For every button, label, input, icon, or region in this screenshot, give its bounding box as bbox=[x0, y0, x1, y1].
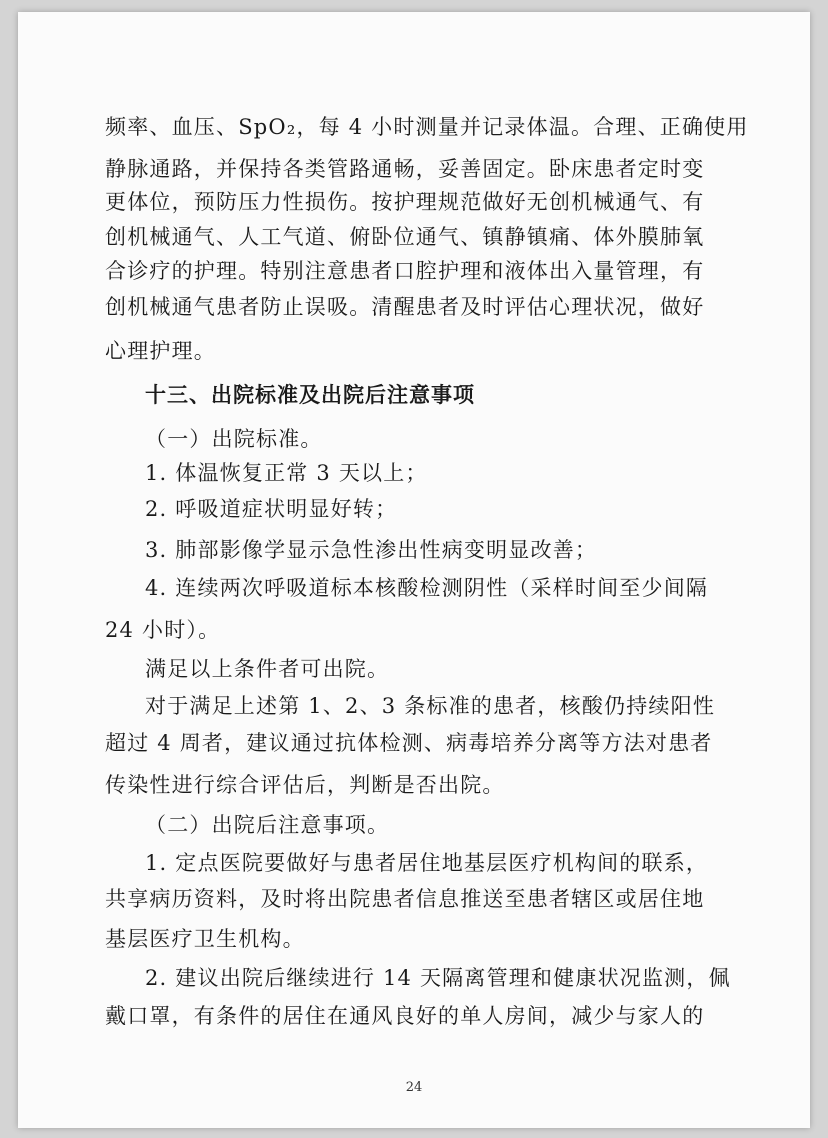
paragraph-line: 共享病历资料，及时将出院患者信息推送至患者辖区或居住地 bbox=[105, 887, 705, 911]
paragraph-line: 更体位，预防压力性损伤。按护理规范做好无创机械通气、有 bbox=[105, 190, 705, 214]
subsection-title: （二）出院后注意事项。 bbox=[145, 813, 390, 837]
paragraph-line: 频率、血压、SpO₂，每 4 小时测量并记录体温。合理、正确使用 bbox=[105, 115, 749, 139]
paragraph-line: 创机械通气患者防止误吸。清醒患者及时评估心理状况，做好 bbox=[105, 295, 705, 319]
paragraph-line: 静脉通路，并保持各类管路通畅，妥善固定。卧床患者定时变 bbox=[105, 157, 705, 181]
paragraph-line: 创机械通气、人工气道、俯卧位通气、镇静镇痛、体外膜肺氧 bbox=[105, 225, 705, 249]
paragraph-line: 对于满足上述第 1、2、3 条标准的患者，核酸仍持续阳性 bbox=[145, 694, 716, 718]
section-heading: 十三、出院标准及出院后注意事项 bbox=[145, 383, 475, 407]
paragraph-line: 戴口罩，有条件的居住在通风良好的单人房间，减少与家人的 bbox=[105, 1004, 705, 1028]
paragraph-line: 超过 4 周者，建议通过抗体检测、病毒培养分离等方法对患者 bbox=[105, 731, 713, 755]
paragraph-line: 传染性进行综合评估后，判断是否出院。 bbox=[105, 773, 505, 797]
list-item: 2. 呼吸道症状明显好转； bbox=[145, 497, 398, 521]
list-item: 4. 连续两次呼吸道标本核酸检测阴性（采样时间至少间隔 bbox=[145, 576, 709, 600]
page-number: 24 bbox=[405, 1080, 423, 1095]
paragraph-line: 心理护理。 bbox=[105, 339, 216, 363]
list-item: 3. 肺部影像学显示急性渗出性病变明显改善； bbox=[145, 538, 598, 562]
paragraph-line: 基层医疗卫生机构。 bbox=[105, 927, 305, 951]
paragraph-line: 合诊疗的护理。特别注意患者口腔护理和液体出入量管理，有 bbox=[105, 259, 705, 283]
subsection-title: （一）出院标准。 bbox=[145, 427, 323, 451]
paragraph-line: 满足以上条件者可出院。 bbox=[145, 657, 390, 681]
list-item-continuation: 24 小时）。 bbox=[105, 618, 221, 642]
paragraph-line: 1. 定点医院要做好与患者居住地基层医疗机构间的联系， bbox=[145, 851, 709, 875]
paragraph-line: 2. 建议出院后继续进行 14 天隔离管理和健康状况监测，佩 bbox=[145, 966, 731, 990]
list-item: 1. 体温恢复正常 3 天以上； bbox=[145, 461, 428, 485]
